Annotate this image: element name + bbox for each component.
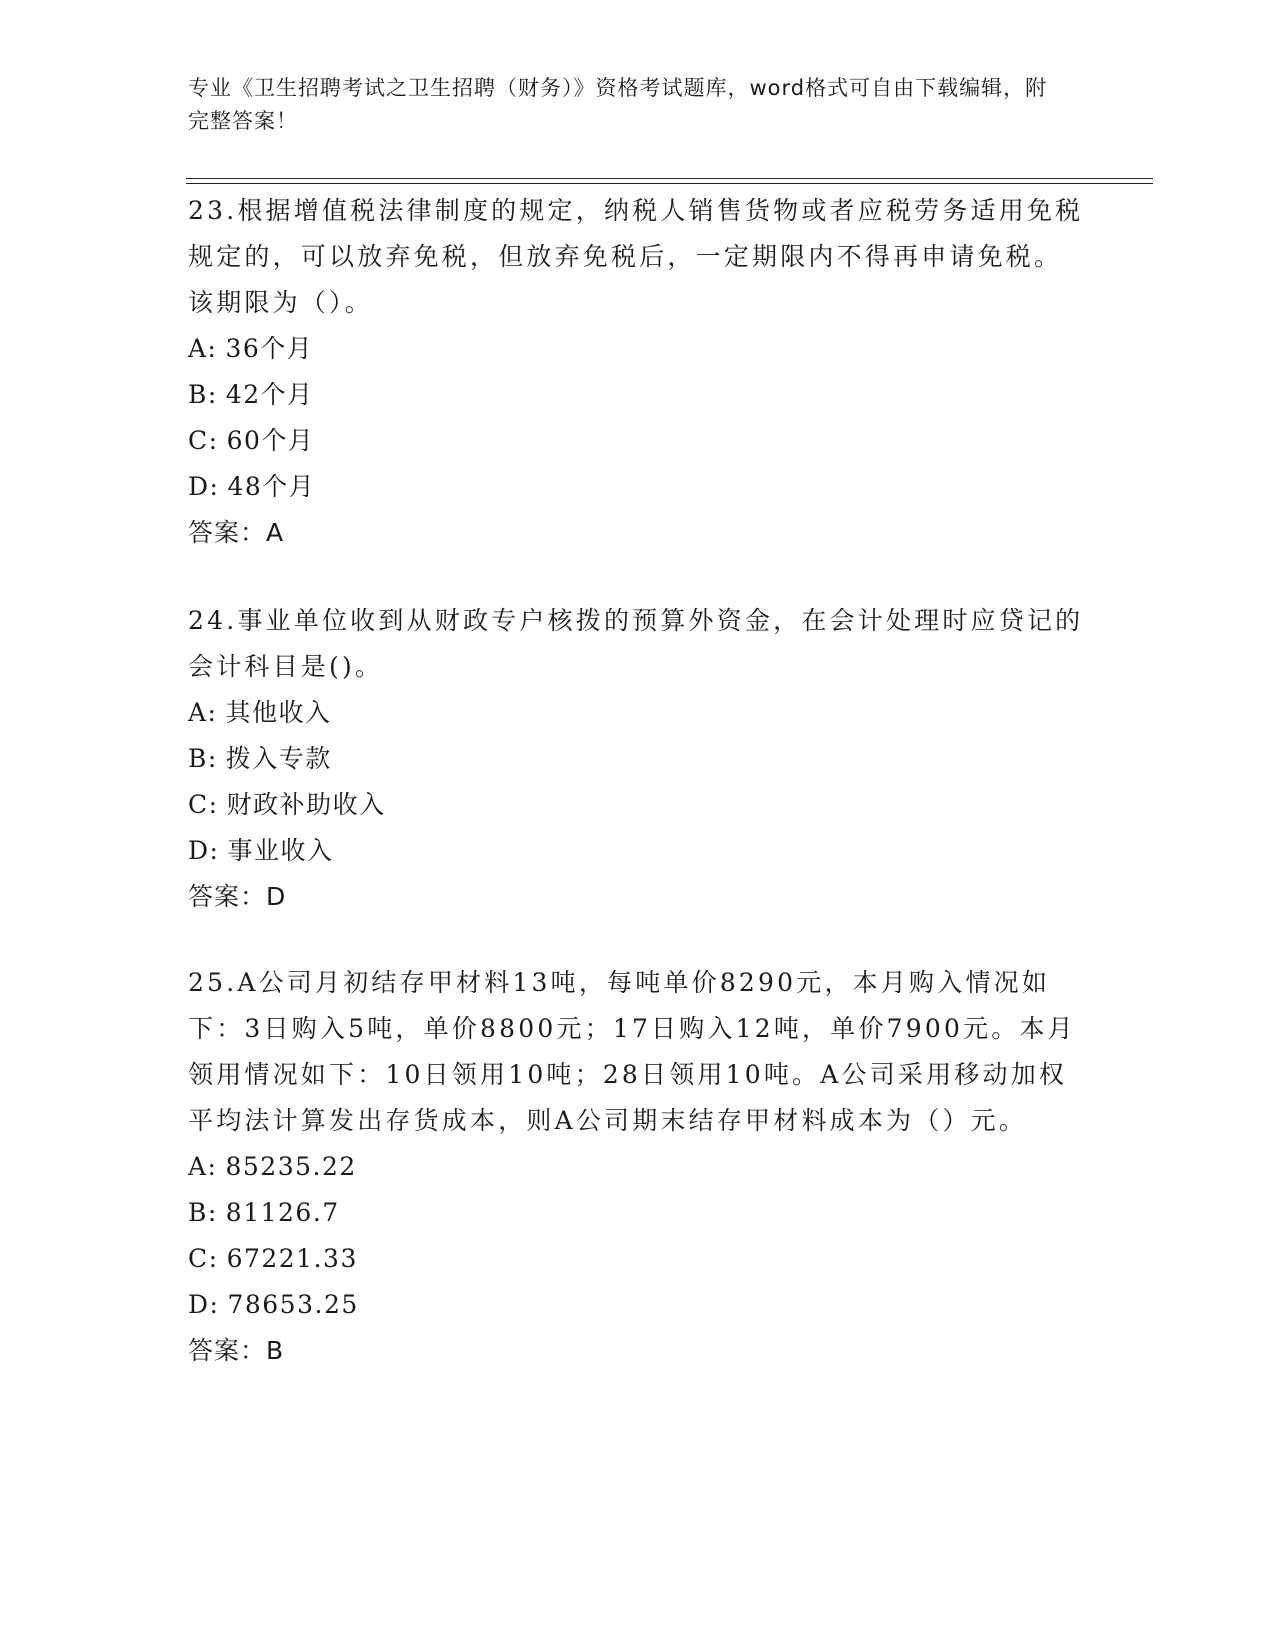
option-text: 81126.7 (225, 1198, 340, 1227)
option-text: 拨入专款 (225, 744, 332, 773)
header-divider-bottom (186, 183, 1153, 184)
question-text: 24.事业单位收到从财政专户核拨的预算外资金，在会计处理时应贷记的会计科目是()。 (188, 606, 1084, 681)
question-25 (188, 960, 1088, 1374)
option-d (188, 1282, 1088, 1328)
option-letter: A: (188, 698, 218, 727)
question-text: 25.A公司月初结存甲材料13吨，每吨单价8290元，本月购入情况如下：3日购入5吨，单价8800元；17日购入12吨，单价7900元。本月领用情况如下：10日领用10吨；28日领用10吨。A公司采用移动加权平均法计算发出存货成本，则A公司期末结存甲材料成本为（）元。 (188, 968, 1076, 1135)
option-text: 60个月 (226, 426, 315, 455)
option-letter: D: (188, 1290, 220, 1319)
option-letter: B: (188, 380, 218, 409)
option-c (188, 782, 1088, 828)
option-a (188, 690, 1088, 736)
option-letter: D: (188, 472, 220, 501)
option-d (188, 464, 1088, 510)
option-letter: B: (188, 1198, 218, 1227)
option-text: 财政补助收入 (226, 790, 386, 819)
option-d (188, 828, 1088, 874)
option-letter: B: (188, 744, 218, 773)
answer-line: 答案：B (188, 1336, 285, 1365)
answer-line: 答案：A (188, 518, 285, 547)
question-23 (188, 188, 1088, 556)
option-letter: A: (188, 1152, 218, 1181)
option-letter: C: (188, 1244, 219, 1273)
option-text: 85235.22 (225, 1152, 357, 1181)
document-header (188, 72, 1068, 138)
option-b (188, 1190, 1088, 1236)
option-b (188, 736, 1088, 782)
option-letter: C: (188, 426, 219, 455)
option-c (188, 1236, 1088, 1282)
option-text: 48个月 (227, 472, 316, 501)
option-text: 其他收入 (225, 698, 332, 727)
option-text: 事业收入 (227, 836, 334, 865)
option-a (188, 1144, 1088, 1190)
option-text: 67221.33 (226, 1244, 358, 1273)
option-text: 78653.25 (227, 1290, 359, 1319)
header-divider-top (186, 178, 1153, 179)
option-letter: C: (188, 790, 219, 819)
answer-line: 答案：D (188, 882, 287, 911)
header-text: 专业《卫生招聘考试之卫生招聘（财务）》资格考试题库，word格式可自由下载编辑，附完整答案！ (188, 76, 1048, 133)
option-letter: D: (188, 836, 220, 865)
option-c (188, 418, 1088, 464)
option-text: 42个月 (225, 380, 314, 409)
option-a (188, 326, 1088, 372)
option-text: 36个月 (225, 334, 314, 363)
option-b (188, 372, 1088, 418)
question-24 (188, 598, 1088, 920)
question-text: 23.根据增值税法律制度的规定，纳税人销售货物或者应税劳务适用免税规定的，可以放弃免税，但放弃免税后，一定期限内不得再申请免税。该期限为（）。 (188, 196, 1084, 317)
option-letter: A: (188, 334, 218, 363)
